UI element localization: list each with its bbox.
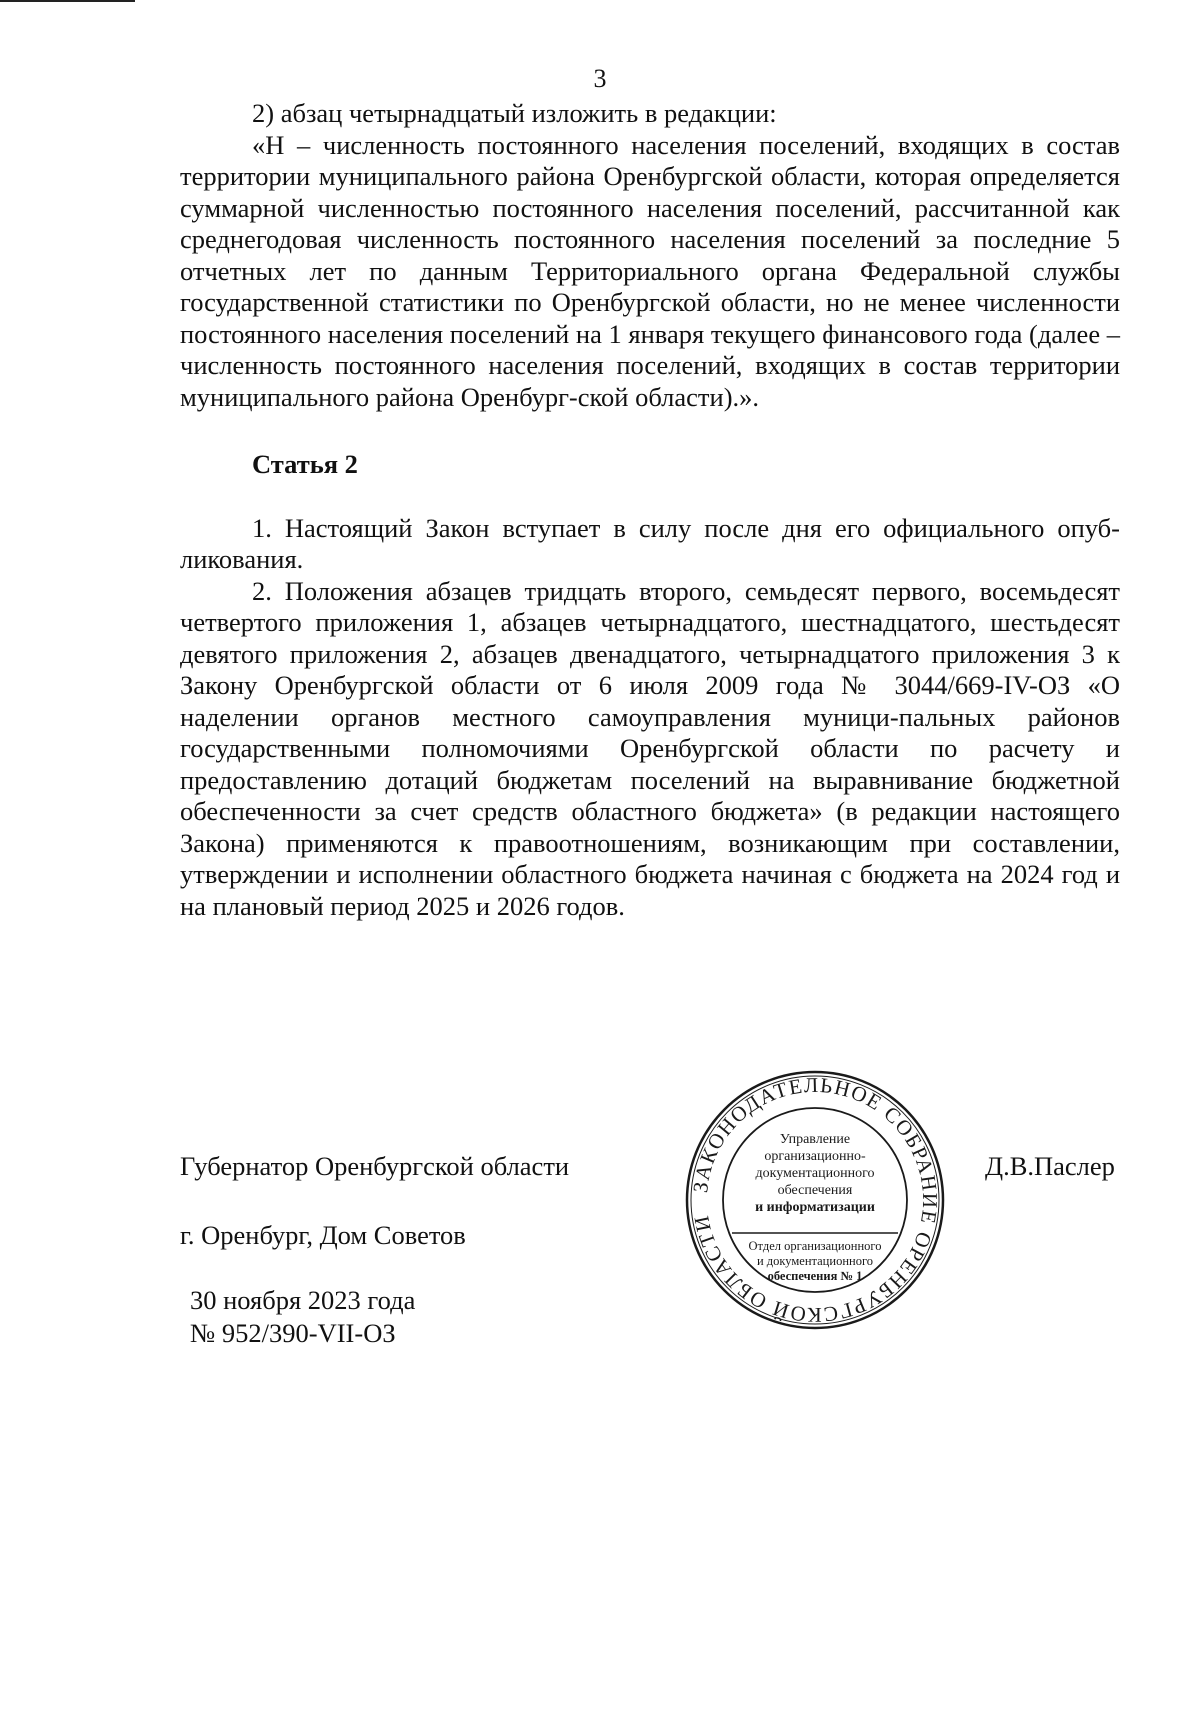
paragraph-amendment-text: «Н – численность постоянного населения поселений, входящих в состав территории муниципального района Оренбургской области, которая определяется суммарной численностью постоянного населения поселений, рассчитанной как среднегодовая численность постоянного населения поселений за последние 5 отчетных лет по данным Территориального органа Федеральной службы государственной статистики по Оренбургской области, но не менее численности постоянного населения поселений на 1 января текущего финансового года (далее – численность постоянного населения поселений, входящих в состав территории муниципального района Оренбург-ской области).». — [180, 129, 1120, 412]
document-body — [180, 98, 1120, 922]
signatory-name: Д.В.Паслер — [985, 1151, 1115, 1181]
seal-inner-line-5: и информатизации — [755, 1200, 875, 1215]
page-number: 3 — [593, 64, 607, 93]
top-rule — [0, 0, 135, 2]
paragraph-article-2-item-2: 2. Положения абзацев тридцать второго, семьдесят первого, восемьдесят четвертого приложения 1, абзацев четырнадцатого, шестнадцатого, шестьдесят девятого приложения 2, абзацев двенадцатого, четырнадцатого приложения 3 к Закону Оренбургской области от 6 июля 2009 года № 3044/669-IV-ОЗ «О наделении органов местного самоуправления муници-пальных районов государственными полномочиями Оренбургской области по расчету и предоставлению дотаций бюджетам поселений на выравнивание бюджетной обеспеченности за счет средств областного бюджета» (в редакции настоящего Закона) применяются к правоотношениям, возникающим при составлении, утверждении и исполнении областного бюджета начиная с бюджета на 2024 год и на плановый период 2025 и 2026 годов. — [180, 575, 1120, 921]
seal-inner-line-1: Управление — [779, 1132, 851, 1147]
signatory-position: Губернатор Оренбургской области — [180, 1151, 570, 1181]
paragraph-article-2-item-1: 1. Настоящий Закон вступает в силу после дня его официального опуб-ликования. — [180, 512, 1120, 574]
seal-bottom-line-1: Отдел организационного — [748, 1239, 882, 1253]
seal-ring-text: ЗАКОНОДАТЕЛЬНОЕ СОБРАНИЕ ОРЕНБУРГСКОЙ ОБЛАСТИ — [688, 1072, 943, 1328]
article-heading: Статья 2 — [252, 449, 358, 479]
signing-date: 30 ноября 2023 года — [190, 1285, 416, 1315]
paragraph-amendment-intro: 2) абзац четырнадцатый изложить в редакции: — [252, 98, 777, 128]
seal-inner-line-4: обеспечения — [777, 1183, 853, 1198]
seal-inner-line-2: организационно- — [764, 1149, 866, 1164]
seal-bottom-line-3: обеспечения № 1 — [767, 1269, 863, 1283]
seal-bottom-line-2: и документационного — [756, 1254, 874, 1268]
law-number: № 952/390-VII-ОЗ — [190, 1318, 396, 1348]
seal-inner-line-3: документационного — [755, 1166, 875, 1181]
signing-place: г. Оренбург, Дом Советов — [180, 1220, 466, 1250]
official-seal-stamp — [680, 1065, 950, 1335]
